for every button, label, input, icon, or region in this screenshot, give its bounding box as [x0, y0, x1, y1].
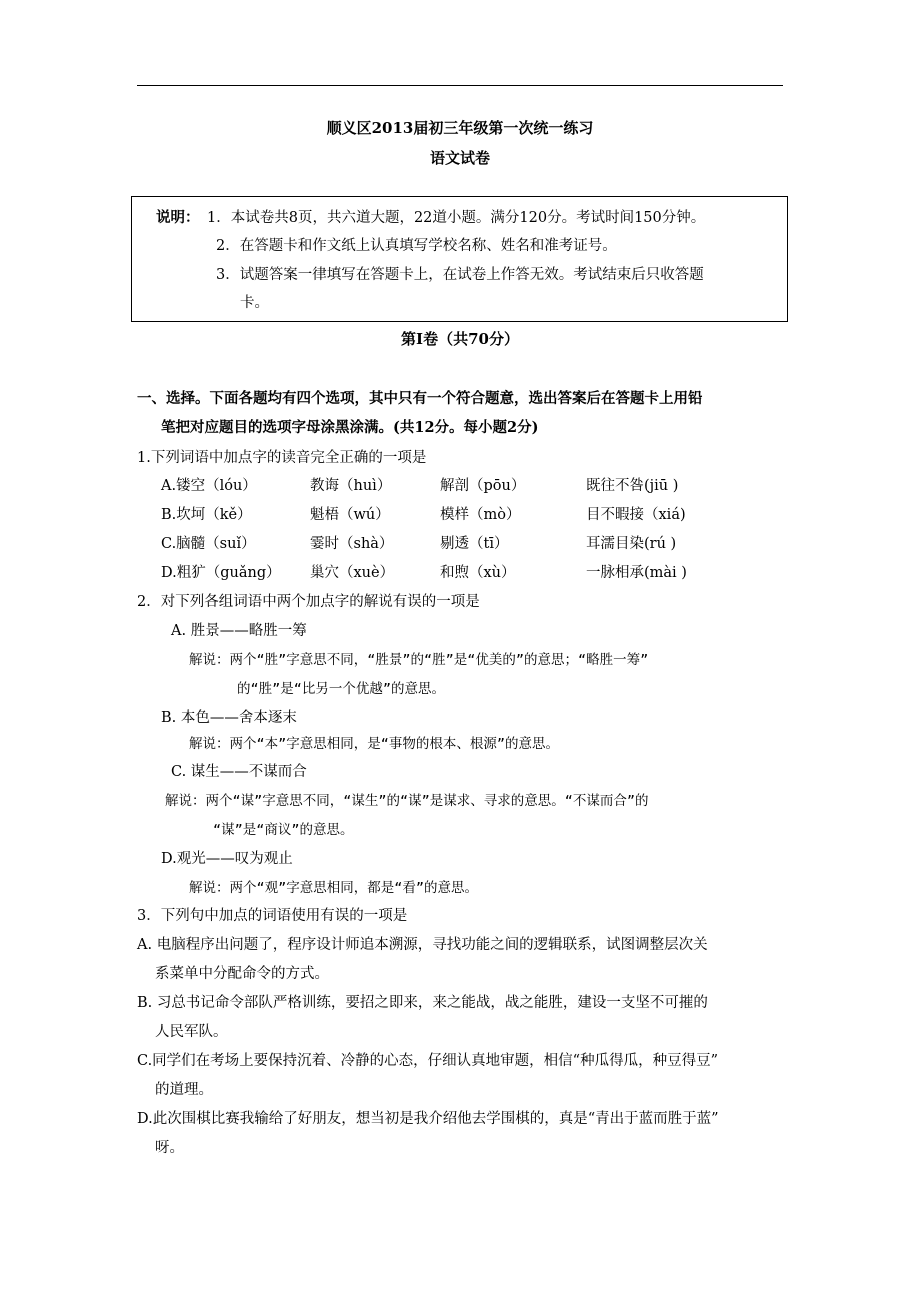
part-title: 第Ⅰ卷（共70分） [401, 330, 519, 348]
q1-option: 霎时（shà） [310, 536, 394, 552]
q2-explanation-c-cont: “谋”是“商议”的意思。 [213, 822, 354, 838]
q3-option-d: D.此次围棋比赛我输给了好朋友，想当初是我介绍他去学围棋的，真是“青出于蓝而胜于蓝” [137, 1111, 719, 1127]
instruction-item: 卡。 [240, 295, 269, 311]
q1-option: 一脉相承(mài ) [586, 565, 687, 581]
q2-explanation-b: 解说：两个“本”字意思相同，是“事物的根本、根源”的意思。 [189, 736, 560, 752]
q3-option-d-cont: 呀。 [155, 1140, 184, 1156]
q2-explanation-c: 解说：两个“谋”字意思不同，“谋生”的“谋”是谋求、寻求的意思。“不谋而合”的 [165, 793, 649, 809]
q1-stem: 1.下列词语中加点字的读音完全正确的一项是 [137, 450, 427, 466]
q1-option: C.脑髓（suǐ） [161, 536, 256, 552]
instruction-item: 2．在答题卡和作文纸上认真填写学校名称、姓名和准考证号。 [216, 238, 617, 254]
q3-option-b: B. 习总书记命令部队严格训练，要招之即来，来之能战，战之能胜，建设一支坚不可摧的 [137, 995, 708, 1011]
section1-heading: 一、选择。下面各题均有四个选项，其中只有一个符合题意，选出答案后在答题卡上用铅 [137, 390, 703, 407]
q1-option: 和煦（xù） [440, 565, 516, 581]
q1-option: D.粗犷（guǎng） [161, 565, 281, 581]
q1-option: 剔透（tī） [440, 536, 509, 552]
q3-option-a: A. 电脑程序出问题了，程序设计师追本溯源，寻找功能之间的逻辑联系，试图调整层次关 [137, 937, 708, 953]
q2-explanation-d: 解说：两个“观”字意思相同，都是“看”的意思。 [189, 880, 479, 896]
q2-option-a: A. 胜景——略胜一筹 [171, 623, 307, 639]
exam-title: 顺义区2013届初三年级第一次统一练习 [326, 119, 594, 137]
q1-option: 教诲（huì） [310, 478, 392, 494]
q2-option-c: C. 谋生——不谋而合 [171, 764, 307, 780]
q1-option: A.镂空（lóu） [161, 478, 257, 494]
instructions-label: 说明： [156, 209, 200, 226]
header-rule [137, 85, 783, 86]
instruction-item: 1．本试卷共8页，共六道大题，22道小题。满分120分。考试时间150分钟。 [207, 210, 706, 226]
q1-option: 巢穴（xuè） [310, 565, 395, 581]
q1-option: 解剖（pōu） [440, 478, 526, 494]
q1-option: 魁梧（wú） [310, 507, 390, 523]
section1-heading-cont: 笔把对应题目的选项字母涂黑涂满。(共12分。每小题2分) [161, 419, 539, 436]
q3-option-c: C.同学们在考场上要保持沉着、冷静的心态，仔细认真地审题，相信“种瓜得瓜，种豆得豆” [137, 1053, 719, 1069]
q2-stem: 2．对下列各组词语中两个加点字的解说有误的一项是 [137, 594, 480, 610]
q2-option-d: D.观光——叹为观止 [161, 851, 293, 867]
q3-option-b-cont: 人民军队。 [155, 1024, 228, 1040]
q2-option-b: B. 本色——舍本逐末 [161, 710, 297, 726]
q1-option: 既往不咎(jiū ) [586, 478, 679, 494]
q1-option: B.坎坷（kě） [161, 507, 252, 523]
q1-option: 模样（mò） [440, 507, 521, 523]
q2-explanation-a-cont: 的“胜”是“比另一个优越”的意思。 [237, 681, 446, 697]
q2-explanation-a: 解说：两个“胜”字意思不同，“胜景”的“胜”是“优美的”的意思；“略胜一筹” [189, 652, 649, 668]
instructions-box [131, 196, 788, 322]
q1-option: 目不暇接（xiá) [586, 507, 686, 523]
instruction-item: 3．试题答案一律填写在答题卡上，在试卷上作答无效。考试结束后只收答题 [216, 267, 704, 283]
q1-option: 耳濡目染(rú ) [586, 536, 677, 552]
q3-stem: 3．下列句中加点的词语使用有误的一项是 [137, 908, 408, 924]
exam-subtitle: 语文试卷 [429, 149, 490, 167]
q3-option-a-cont: 系菜单中分配命令的方式。 [155, 966, 329, 982]
q3-option-c-cont: 的道理。 [155, 1082, 213, 1098]
